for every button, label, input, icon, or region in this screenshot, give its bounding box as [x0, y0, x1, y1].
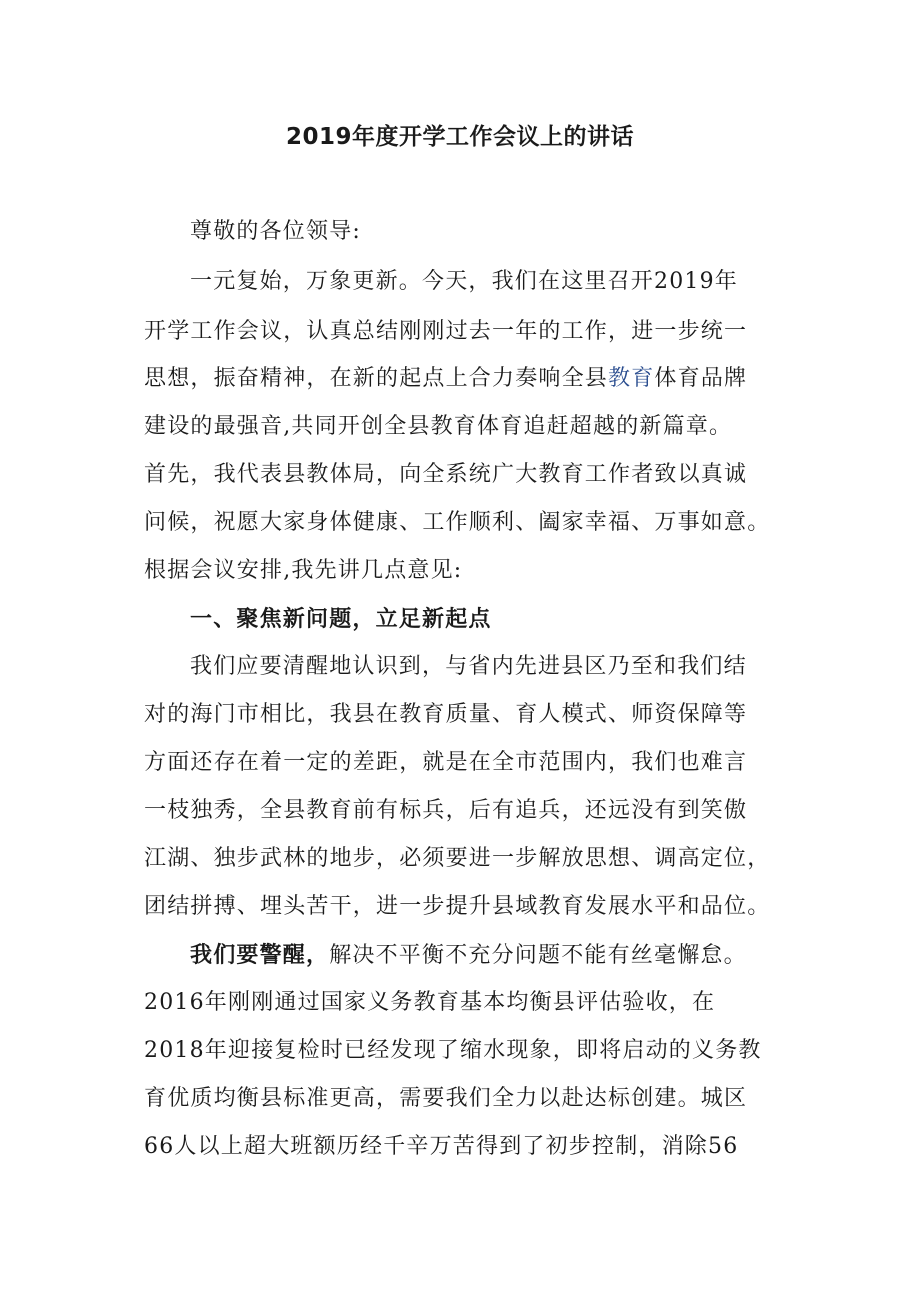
paragraph-text: 体育品牌	[654, 366, 748, 391]
paragraph-line: 方面还存在着一定的差距，就是在全市范围内，我们也难言	[144, 750, 748, 775]
paragraph-line	[190, 941, 830, 970]
paragraph-line: 首先，我代表县教体局，向全系统广大教育工作者致以真诚	[144, 462, 748, 487]
paragraph-line	[144, 365, 784, 393]
emphasis-text: 我们要警醒，	[190, 942, 330, 968]
paragraph-line: 育优质均衡县标准更高，需要我们全力以赴达标创建。城区	[144, 1086, 748, 1111]
paragraph-line: 问候，祝愿大家身体健康、工作顺利、阖家幸福、万事如意。	[144, 510, 771, 535]
paragraph-line: 江湖、独步武林的地步，必须要进一步解放思想、调高定位，	[144, 846, 771, 871]
paragraph-line: 对的海门市相比，我县在教育质量、育人模式、师资保障等	[144, 702, 748, 727]
paragraph-line: 根据会议安排,我先讲几点意见:	[144, 558, 463, 583]
section-heading: 一、聚焦新问题，立足新起点	[190, 606, 492, 632]
paragraph-line: 66人以上超大班额历经千辛万苦得到了初步控制，消除56	[144, 1134, 739, 1159]
paragraph-line: 一枝独秀，全县教育前有标兵，后有追兵，还远没有到笑傲	[144, 798, 748, 823]
paragraph-line: 一元复始，万象更新。今天，我们在这里召开2019年	[190, 269, 738, 294]
paragraph-text: 思想，振奋精神，在新的起点上合力奏响全县	[144, 366, 609, 391]
paragraph-text: 解决不平衡不充分问题不能有丝毫懈怠。	[329, 943, 747, 968]
paragraph-line: 团结拼搏、埋头苦干，进一步提升县域教育发展水平和品位。	[144, 894, 771, 919]
education-link[interactable]: 教育	[608, 366, 655, 391]
paragraph-line: 开学工作会议，认真总结刚刚过去一年的工作，进一步统一	[144, 319, 748, 344]
paragraph-line: 我们应要清醒地认识到，与省内先进县区乃至和我们结	[190, 654, 747, 679]
paragraph-line: 建设的最强音,共同开创全县教育体育追赶超越的新篇章。	[144, 414, 733, 439]
document-title: 2019年度开学工作会议上的讲话	[285, 124, 634, 150]
paragraph-line: 2016年刚刚通过国家义务教育基本均衡县评估验收，在	[144, 990, 716, 1015]
salutation: 尊敬的各位领导:	[190, 219, 362, 244]
paragraph-line: 2018年迎接复检时已经发现了缩水现象，即将启动的义务教	[144, 1038, 762, 1063]
